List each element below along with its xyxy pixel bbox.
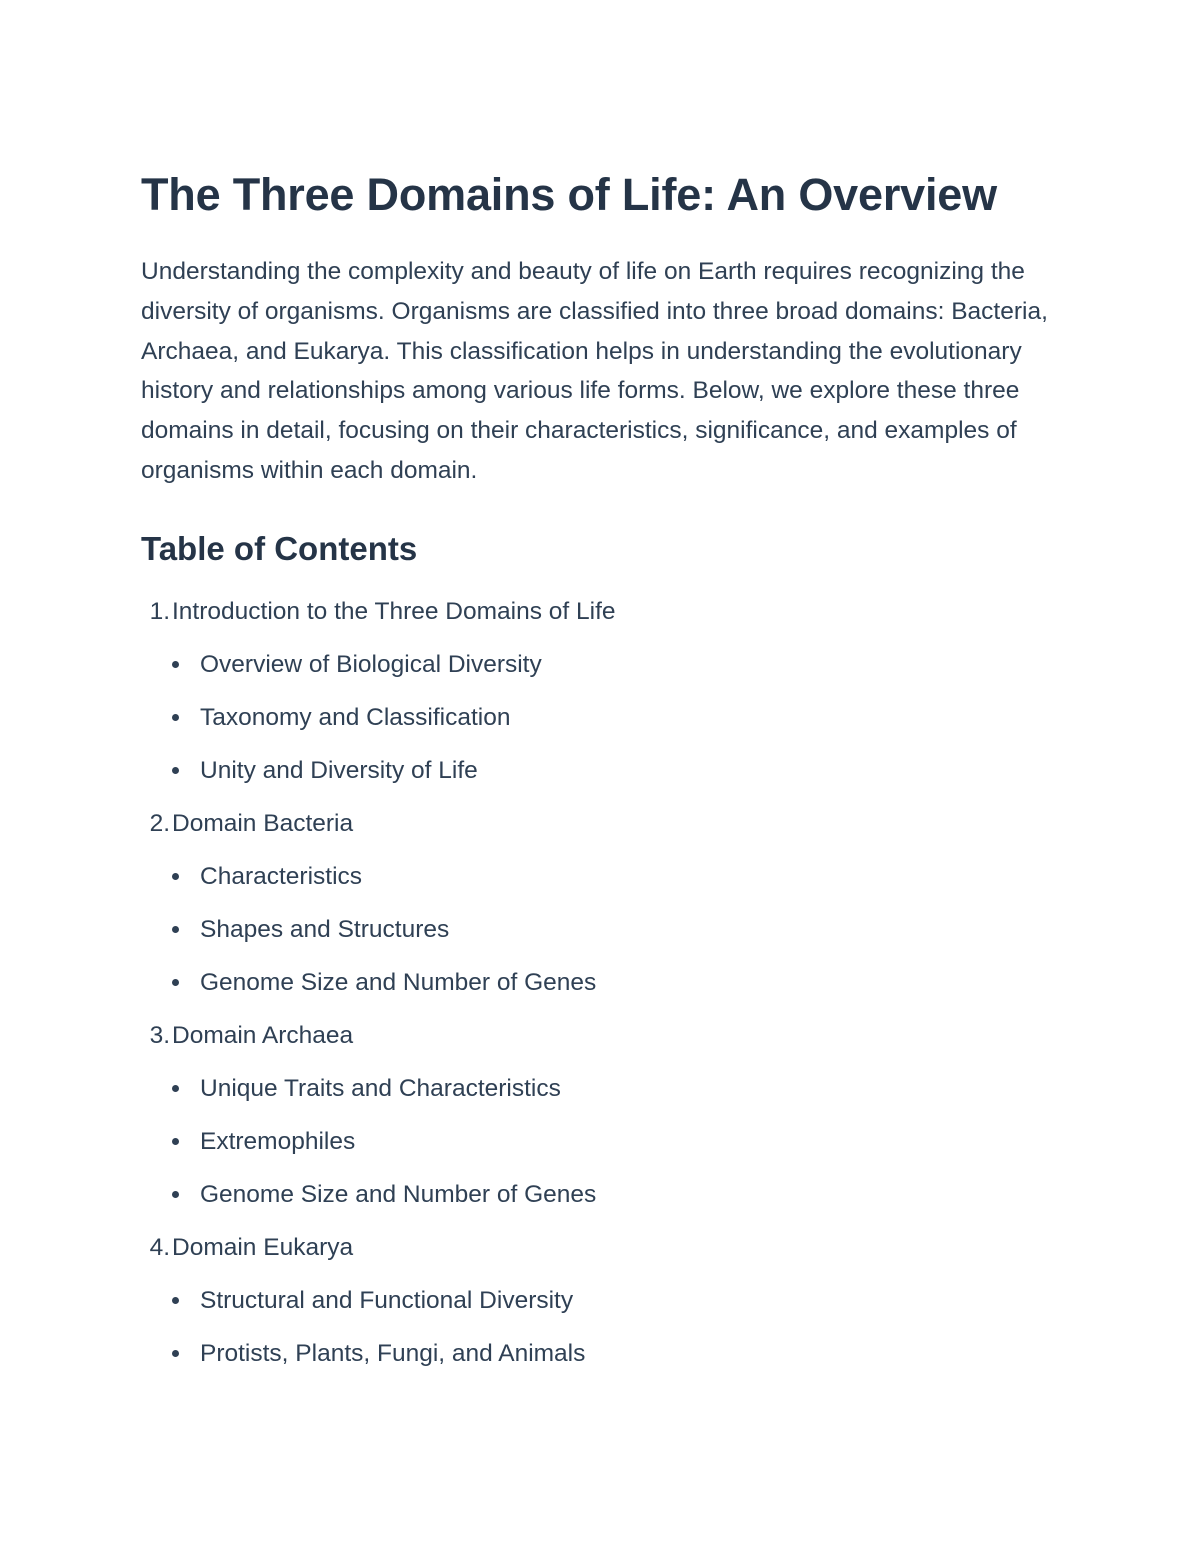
- toc-subsection-item: Shapes and Structures: [141, 903, 1061, 956]
- toc-subsection-item: Unique Traits and Characteristics: [141, 1062, 1061, 1115]
- table-of-contents: [141, 585, 1061, 1380]
- bullet-icon: [172, 714, 179, 721]
- bullet-icon: [172, 873, 179, 880]
- toc-section: [141, 1009, 1061, 1221]
- toc-section-number: 2.: [149, 809, 170, 837]
- document-page: [141, 160, 1061, 1380]
- toc-subsection-list: [141, 1062, 1061, 1221]
- toc-section-label: Domain Archaea: [172, 1021, 354, 1049]
- bullet-icon: [172, 1297, 179, 1304]
- toc-section: [141, 797, 1061, 1009]
- bullet-icon: [172, 1138, 179, 1145]
- toc-subsection-list: [141, 1274, 1061, 1380]
- bullet-icon: [172, 979, 179, 986]
- toc-subsection-item: Characteristics: [141, 850, 1061, 903]
- bullet-icon: [172, 661, 179, 668]
- toc-section-number: 3.: [149, 1021, 170, 1049]
- toc-section-label: Domain Bacteria: [172, 809, 354, 837]
- toc-subsection-item: Genome Size and Number of Genes: [141, 956, 1061, 1009]
- toc-subsection-item: Genome Size and Number of Genes: [141, 1168, 1061, 1221]
- toc-section-label: Introduction to the Three Domains of Life: [172, 597, 616, 625]
- toc-subsection-item: Protists, Plants, Fungi, and Animals: [141, 1327, 1061, 1380]
- toc-subsection-item: Taxonomy and Classification: [141, 691, 1061, 744]
- toc-section-number: 4.: [149, 1233, 170, 1261]
- toc-subsection-list: [141, 850, 1061, 1009]
- toc-heading: Table of Contents: [141, 529, 418, 567]
- toc-section-label: Domain Eukarya: [172, 1233, 354, 1261]
- bullet-icon: [172, 1085, 179, 1092]
- bullet-icon: [172, 1191, 179, 1198]
- toc-subsection-item: Overview of Biological Diversity: [141, 638, 1061, 691]
- toc-subsection-item: Structural and Functional Diversity: [141, 1274, 1061, 1327]
- toc-subsection-item: Extremophiles: [141, 1115, 1061, 1168]
- toc-subsection-item: Unity and Diversity of Life: [141, 744, 1061, 797]
- intro-paragraph: Understanding the complexity and beauty of life on Earth requires recognizing the diversity of organisms. Organisms are classified into three broad domains: Bacteria, Archaea, and Eukarya. This classification helps in understanding the evolutionary history and relationships among various life forms. Below, we explore these three domains in detail, focusing on their characteristics, significance, and examples of organisms within each domain.: [141, 258, 1048, 484]
- document-title: The Three Domains of Life: An Overview: [141, 169, 997, 220]
- toc-section: [141, 1221, 1061, 1380]
- bullet-icon: [172, 767, 179, 774]
- toc-section-number: 1.: [149, 597, 170, 625]
- bullet-icon: [172, 1350, 179, 1357]
- toc-subsection-list: [141, 638, 1061, 797]
- bullet-icon: [172, 926, 179, 933]
- toc-section: [141, 585, 1061, 797]
